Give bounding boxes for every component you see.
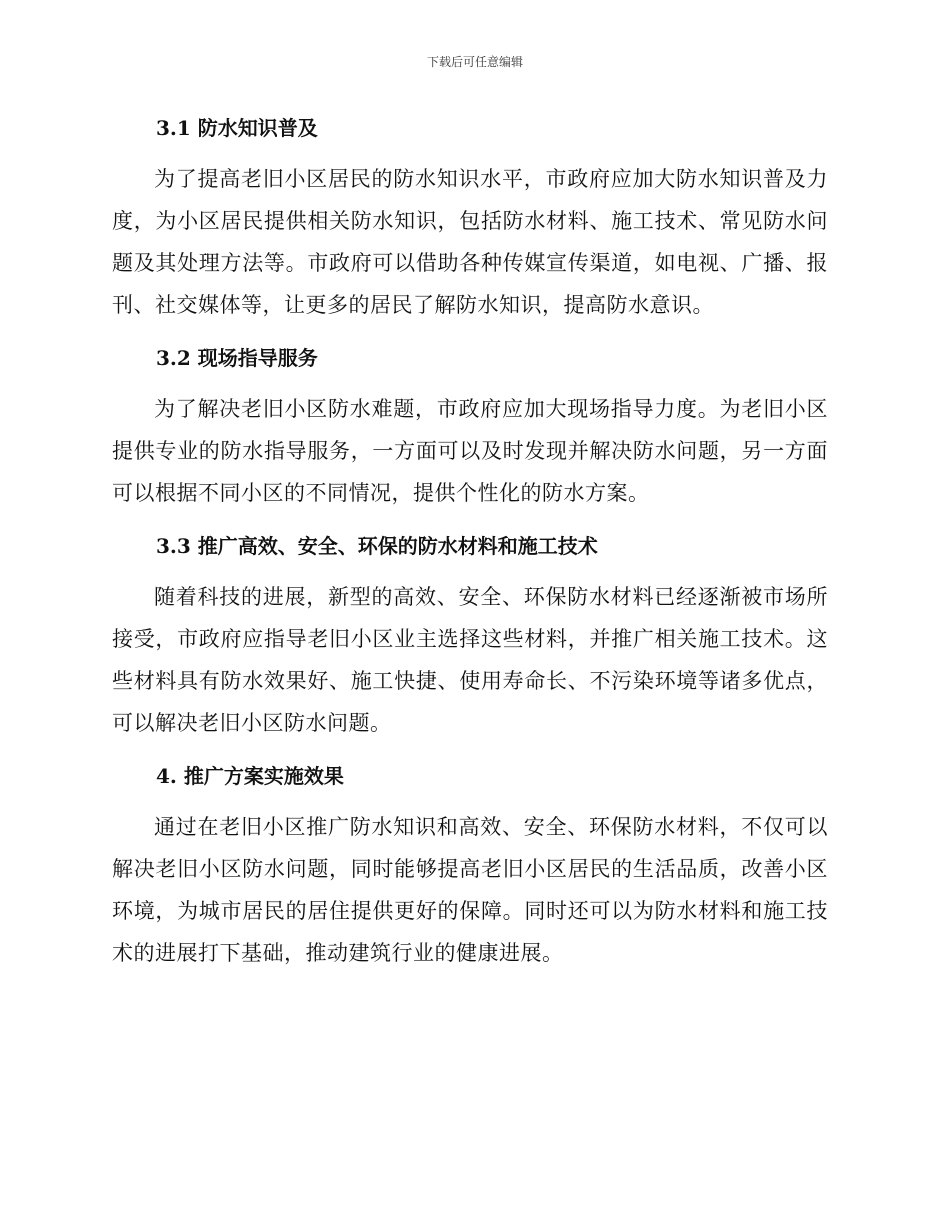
section-paragraph: 随着科技的进展，新型的高效、安全、环保防水材料已经逐渐被市场所接受，市政府应指导老旧小区业主选择这些材料，并推广相关施工技术。这些材料具有防水效果好、施工快捷、使用寿命长、不污染环境等诸多优点，可以解决老旧小区防水问题。 — [112, 585, 828, 735]
section-3-3 — [112, 526, 828, 744]
section-heading: 4. 推广方案实施效果 — [156, 764, 344, 788]
section-heading: 3.2 现场指导服务 — [156, 346, 318, 370]
page-header-note: 下载后可任意编辑 — [426, 55, 523, 69]
section-paragraph: 通过在老旧小区推广防水知识和高效、安全、环保防水材料，不仅可以解决老旧小区防水问题，同时能够提高老旧小区居民的生活品质，改善小区环境，为城市居民的居住提供更好的保障。同时还可以为防水材料和施工技术的进展打下基础，推动建筑行业的健康进展。 — [112, 815, 828, 965]
section-heading: 3.3 推广高效、安全、环保的防水材料和施工技术 — [156, 534, 598, 558]
section-3-1 — [112, 108, 828, 326]
document-body — [112, 108, 828, 974]
section-4 — [112, 756, 828, 974]
section-paragraph: 为了提高老旧小区居民的防水知识水平，市政府应加大防水知识普及力度，为小区居民提供相关防水知识，包括防水材料、施工技术、常见防水问题及其处理方法等。市政府可以借助各种传媒宣传渠道，如电视、广播、报刊、社交媒体等，让更多的居民了解防水知识，提高防水意识。 — [112, 167, 828, 317]
section-heading: 3.1 防水知识普及 — [156, 116, 318, 140]
section-3-2 — [112, 338, 828, 514]
section-paragraph: 为了解决老旧小区防水难题，市政府应加大现场指导力度。为老旧小区提供专业的防水指导服务，一方面可以及时发现并解决防水问题，另一方面可以根据不同小区的不同情况，提供个性化的防水方案。 — [112, 397, 828, 505]
